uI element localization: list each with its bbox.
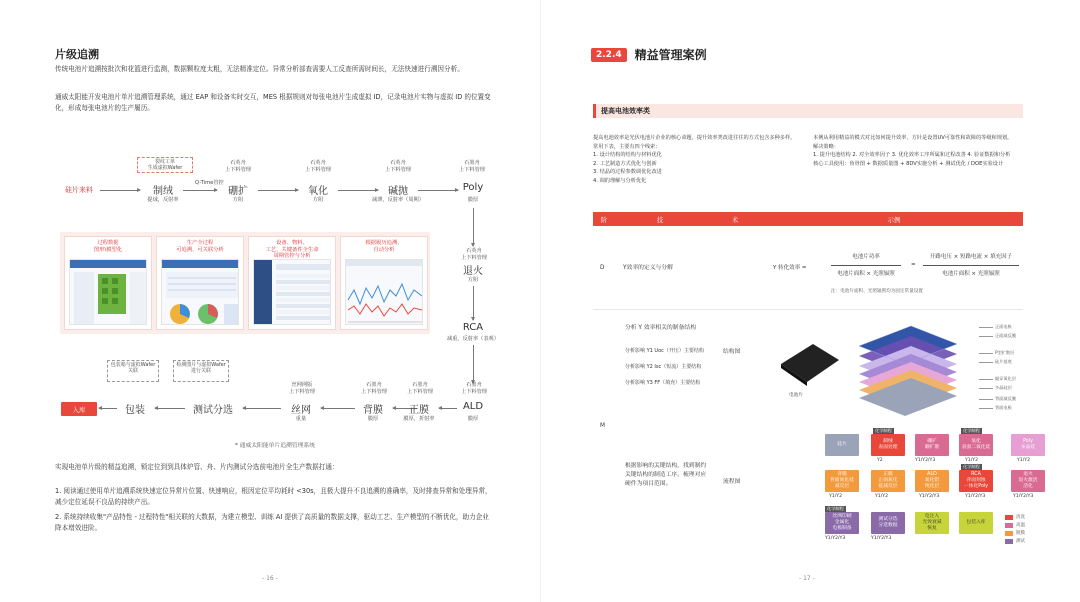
section-title: 精益管理案例 — [634, 48, 707, 62]
step-poly: Poly — [462, 182, 484, 193]
intro-text-right: 本例从利用精益的模式对比如何提升效率，方针是设置UV可靠性和故障的等级和规划。 解决策略： 1. 提升电池结构 2. 对全效率因子 3. 优化效率工序所属和过程改善 4. 验证数据和分析 核心工具使用：鱼骨图 + 数据质量图 + 8DV实施分析 + 测试优化 / DOE实验设计 — [813, 135, 1013, 167]
step-header: 石墨舟 上下料管理 — [459, 160, 485, 173]
step-pengkuo: 硼扩 — [228, 186, 248, 197]
step-tag: 化学制程 — [827, 506, 844, 511]
flow-arrow — [338, 190, 378, 191]
legend-test: 测试 — [1005, 538, 1025, 544]
proc-wafer: 硅片 — [825, 434, 859, 456]
step-jianpao: 碱抛 — [388, 186, 408, 197]
step-note: 重量 — [295, 416, 307, 422]
feature-panels — [60, 232, 430, 334]
virtual-wafer-box: 裂纹工单 生成虚拟Wafer — [137, 157, 193, 173]
step-tuihuo: 退火 — [463, 266, 483, 277]
fraction-line — [831, 265, 901, 266]
step-zhengmo: 正膜 — [409, 405, 429, 416]
paragraph-2: 通威太阳能开发电池片单片追溯管理系统，通过 EAP 和设备实时交互，MES 根据规则对每张电池片生成虚拟 ID，记录电池片实物与虚拟 ID 的位置变化，形成每张电池片的生产履历。 — [55, 93, 491, 112]
cell-layer-stack — [855, 318, 961, 426]
row-topic-1: 分析 Y 效率相关的制备结构 — [625, 325, 696, 331]
proc-texture: 制绒 表面处理 — [871, 434, 905, 456]
layer-note: 多晶硅层 — [979, 385, 1012, 391]
step-header: 石英舟 上下料管理 — [385, 160, 411, 173]
table-header — [593, 212, 1023, 226]
step-header: 丝网网版 上下料管理 — [289, 382, 315, 395]
formula-equals: = — [911, 262, 916, 268]
layer-note: 隧穿氧化层 — [979, 376, 1016, 382]
formula-num2: 开路电压 × 短路电流 × 填充因子 — [929, 254, 1013, 260]
step-note: 减重，反射率（表观） — [447, 336, 499, 342]
table-row-measure — [593, 312, 1038, 570]
screenshot-image — [253, 259, 331, 325]
step-note: 方阻 — [312, 197, 324, 203]
formula-note: 注：电池片面积、光照辐照均为固定常量设置 — [831, 289, 923, 294]
flow-arrow — [418, 190, 458, 191]
screenshot-image — [161, 259, 239, 325]
step-note: 膜厚 — [467, 197, 479, 203]
flow-start: 硅片来料 — [65, 186, 93, 194]
flow-arrow-down — [473, 208, 474, 246]
row-stage: M — [600, 423, 606, 429]
page-title: 片级追溯 — [55, 48, 99, 61]
proc-injection: 电注入 光致衰减 恢复 — [915, 512, 949, 534]
y-tag: Y1/Y2 — [875, 494, 889, 499]
page-number: - 17 - — [799, 575, 815, 582]
y-tag: Y1/Y2/Y3 — [919, 494, 940, 499]
formula-y-label: Y 转化效率 = — [773, 265, 807, 271]
step-note: 减薄，反射率（周期） — [372, 197, 424, 203]
proc-packing: 包装入库 — [959, 512, 993, 534]
test-link-box: 检测图片与虚拟Wafer 进行关联 — [173, 360, 229, 382]
row-topic-2: 根据影响的关键结构，找到制约关键结构的制造工序，梳理对应硬件为项目范围。 — [625, 463, 707, 487]
proc-back-film: 背膜 背面氮化硅 减反层 — [825, 470, 859, 492]
step-note: 方阻 — [232, 197, 244, 203]
method-flow: 流程图 — [723, 479, 741, 485]
list-item-1: 1. 阅读通过使用单片追溯系统快速定位异常片位置、快速响应，根因定位平均耗时 <30s，且极大提升不良追溯的准确率，及时排查异常和处理异常，减少定位延误不良品的持续产出。 — [55, 487, 492, 506]
proc-ald: ALD 氧化铝 钝化层 — [915, 470, 949, 492]
subsection-title: 提高电池效率类 — [601, 107, 650, 115]
step-header: 石英舟 上下料管理 — [461, 248, 487, 261]
panel-process-data: 过程数据 图形\模型化 — [64, 236, 152, 330]
flow-arrow — [321, 408, 355, 409]
step-rca: RCA — [462, 322, 484, 333]
panel-auto-analysis: 根据履历追溯、 自动分析 — [340, 236, 428, 330]
legend-swatch — [1005, 515, 1013, 520]
legend-swatch — [1005, 531, 1013, 536]
bullet-y2: 分析影响 Y2 Isc（短流）主要结构 — [625, 364, 702, 370]
y-tag: Y1/Y2/Y3 — [1013, 494, 1034, 499]
legend-clean: 清洗 — [1005, 514, 1025, 520]
step-tag: 化学制程 — [963, 428, 980, 433]
panel-lifecycle: 设备、物料、 工艺、关键备件全生命 周期管控与分析 — [248, 236, 336, 330]
formula-num1: 电池片功率 — [852, 254, 880, 260]
row-topic: Y效率的定义与分解 — [623, 265, 673, 271]
row-stage: D — [600, 265, 605, 271]
section-heading — [591, 46, 707, 63]
legend-hot: 高温 — [1005, 522, 1025, 528]
step-yanghua: 氧化 — [308, 186, 328, 197]
y-tag: Y2 — [877, 458, 883, 463]
layer-note: 正面电极 — [979, 324, 1012, 330]
y-tag: Y1/Y2/Y3 — [871, 536, 892, 541]
wafer-label: 电池片 — [789, 393, 803, 398]
paragraph-1: 传统电池片追溯按批次和花篮进行监测，数据颗粒度太粗，无法精准定位。异常分析部查需要人工反查所需时间长，无法快速进行溯因分析。 — [55, 65, 464, 73]
th-stage: 阶 — [600, 215, 608, 224]
step-note: 膜厚，折射率 — [403, 416, 435, 422]
step-siwang: 丝网 — [291, 405, 311, 416]
step-test-sort: 测试分选 — [193, 405, 233, 416]
package-link-box: 包装箱与虚拟Wafer 关联 — [107, 360, 159, 382]
proc-rca: RCA 背面刻蚀 一体化Poly — [959, 470, 993, 492]
proc-oxidation: 氧化 表面二氧化硅 — [959, 434, 993, 456]
step-ald: ALD — [462, 401, 484, 412]
wafer-image — [773, 334, 843, 398]
step-note: 膜厚 — [367, 416, 379, 422]
proc-poly: Poly 多晶硅 — [1011, 434, 1045, 456]
proc-boron: 硼扩 硼扩散 — [915, 434, 949, 456]
th-tech: 技 — [656, 215, 664, 224]
flow-arrow — [183, 190, 217, 191]
flow-arrow — [258, 190, 298, 191]
y-tag: Y1/Y2/Y3 — [965, 494, 986, 499]
subsection-bar — [593, 104, 1023, 118]
step-header: 石墨舟 上下料管理 — [461, 382, 487, 395]
storage-badge: 入库 — [61, 402, 97, 416]
y-tag: Y1/Y2/Y3 — [825, 536, 846, 541]
flow-arrow-down — [473, 345, 474, 383]
proc-test-sort: 测试分选 分选数据 — [871, 512, 905, 534]
step-beimo: 背膜 — [363, 405, 383, 416]
step-tag: 化学制程 — [963, 464, 980, 469]
y-tag: Y1/Y2 — [829, 494, 843, 499]
method-structure: 结构图 — [723, 349, 741, 355]
proc-front-film: 正膜 正面氮化 硅减反层 — [871, 470, 905, 492]
y-tag: Y1/Y2/Y3 — [915, 458, 936, 463]
figure-caption: * 通威太阳能单片追溯管理系统 — [234, 443, 316, 449]
legend-swatch — [1005, 539, 1013, 544]
step-note: 膜厚 — [467, 416, 479, 422]
qtime-label: Q-Time管控 — [195, 180, 224, 186]
fraction-line — [923, 265, 1019, 266]
legend-swatch — [1005, 523, 1013, 528]
proc-screen-print: 丝网印刷 金属化 电极制备 — [825, 512, 859, 534]
step-note: 方阻 — [467, 277, 479, 283]
bullet-y1: 分析影响 Y1 Uoc（开压）主要结构 — [625, 348, 704, 354]
step-tag: 化学制程 — [875, 428, 892, 433]
layer-note: 硅片基底 — [979, 359, 1012, 365]
layer-note: P型扩散层 — [979, 350, 1014, 356]
list-item-2: 2. 系统持续收集"产品特性 - 过程特性"相关联的大数据，为建立模型、训练 AI 提供了高质量的数据支撑，驱动工艺、生产模型的不断优化，助力企业降本增效进阶。 — [55, 513, 489, 532]
th-example: 示例 — [887, 215, 901, 224]
table-row-define — [593, 228, 1023, 310]
page-number: - 16 - — [262, 575, 278, 582]
proc-anneal: 退火 退火激活 活化 — [1011, 470, 1045, 492]
traceability-flowchart — [55, 150, 499, 425]
legend-coating: 镀膜 — [1005, 530, 1025, 536]
bullet-y3: 分析影响 Y3 FF（填充）主要结构 — [625, 380, 701, 386]
step-baozhuang: 包装 — [125, 405, 145, 416]
y-tag: Y1/Y2 — [965, 458, 979, 463]
right-page — [540, 0, 1080, 602]
th-method: 术 — [731, 215, 739, 224]
step-note: 提绒，反射率 — [147, 197, 179, 203]
section-number: 2.2.4 — [591, 48, 627, 62]
step-zhirong: 制绒 — [153, 186, 173, 197]
screenshot-image — [69, 259, 147, 325]
paragraph-3: 实现电池单片级的精益追溯，锁定位到到具体炉管、舟、片内测试分选前电池片全生产数据打通： — [55, 463, 339, 471]
intro-text-left: 提高电池效率是光伏电池片企业的核心命题，提升效率类改进往往的方式包含多种多样。 常用下表，主要有四个线索： 1. 设计结构的结构与材料优化 2. 工艺制造方式优化与创新 3. 结晶的过程参数调优化改进 4. 调的理解与分析优化 — [593, 135, 796, 184]
panel-full-trace: 生产全过程 可追溯、可关联分析 — [156, 236, 244, 330]
flow-arrow — [155, 408, 185, 409]
step-header: 石英舟 上下料管理 — [305, 160, 331, 173]
layer-note: 背面电极 — [979, 405, 1012, 411]
flow-arrow — [243, 408, 281, 409]
formula-den1: 电池片面积 × 光照辐照 — [837, 271, 895, 277]
flow-arrow-down — [473, 286, 474, 320]
formula-den2: 电池片面积 × 光照辐照 — [942, 271, 1000, 277]
step-header: 石英舟 上下料管理 — [225, 160, 251, 173]
flow-arrow — [100, 190, 140, 191]
screenshot-image — [345, 259, 423, 325]
flow-arrow — [99, 408, 117, 409]
layer-note: 正面减反膜 — [979, 333, 1016, 339]
step-header: 石墨舟 上下料管理 — [407, 382, 433, 395]
y-tag: Y1/Y2 — [1017, 458, 1031, 463]
layer-note: 背面减反膜 — [979, 396, 1016, 402]
step-header: 石墨舟 上下料管理 — [361, 382, 387, 395]
